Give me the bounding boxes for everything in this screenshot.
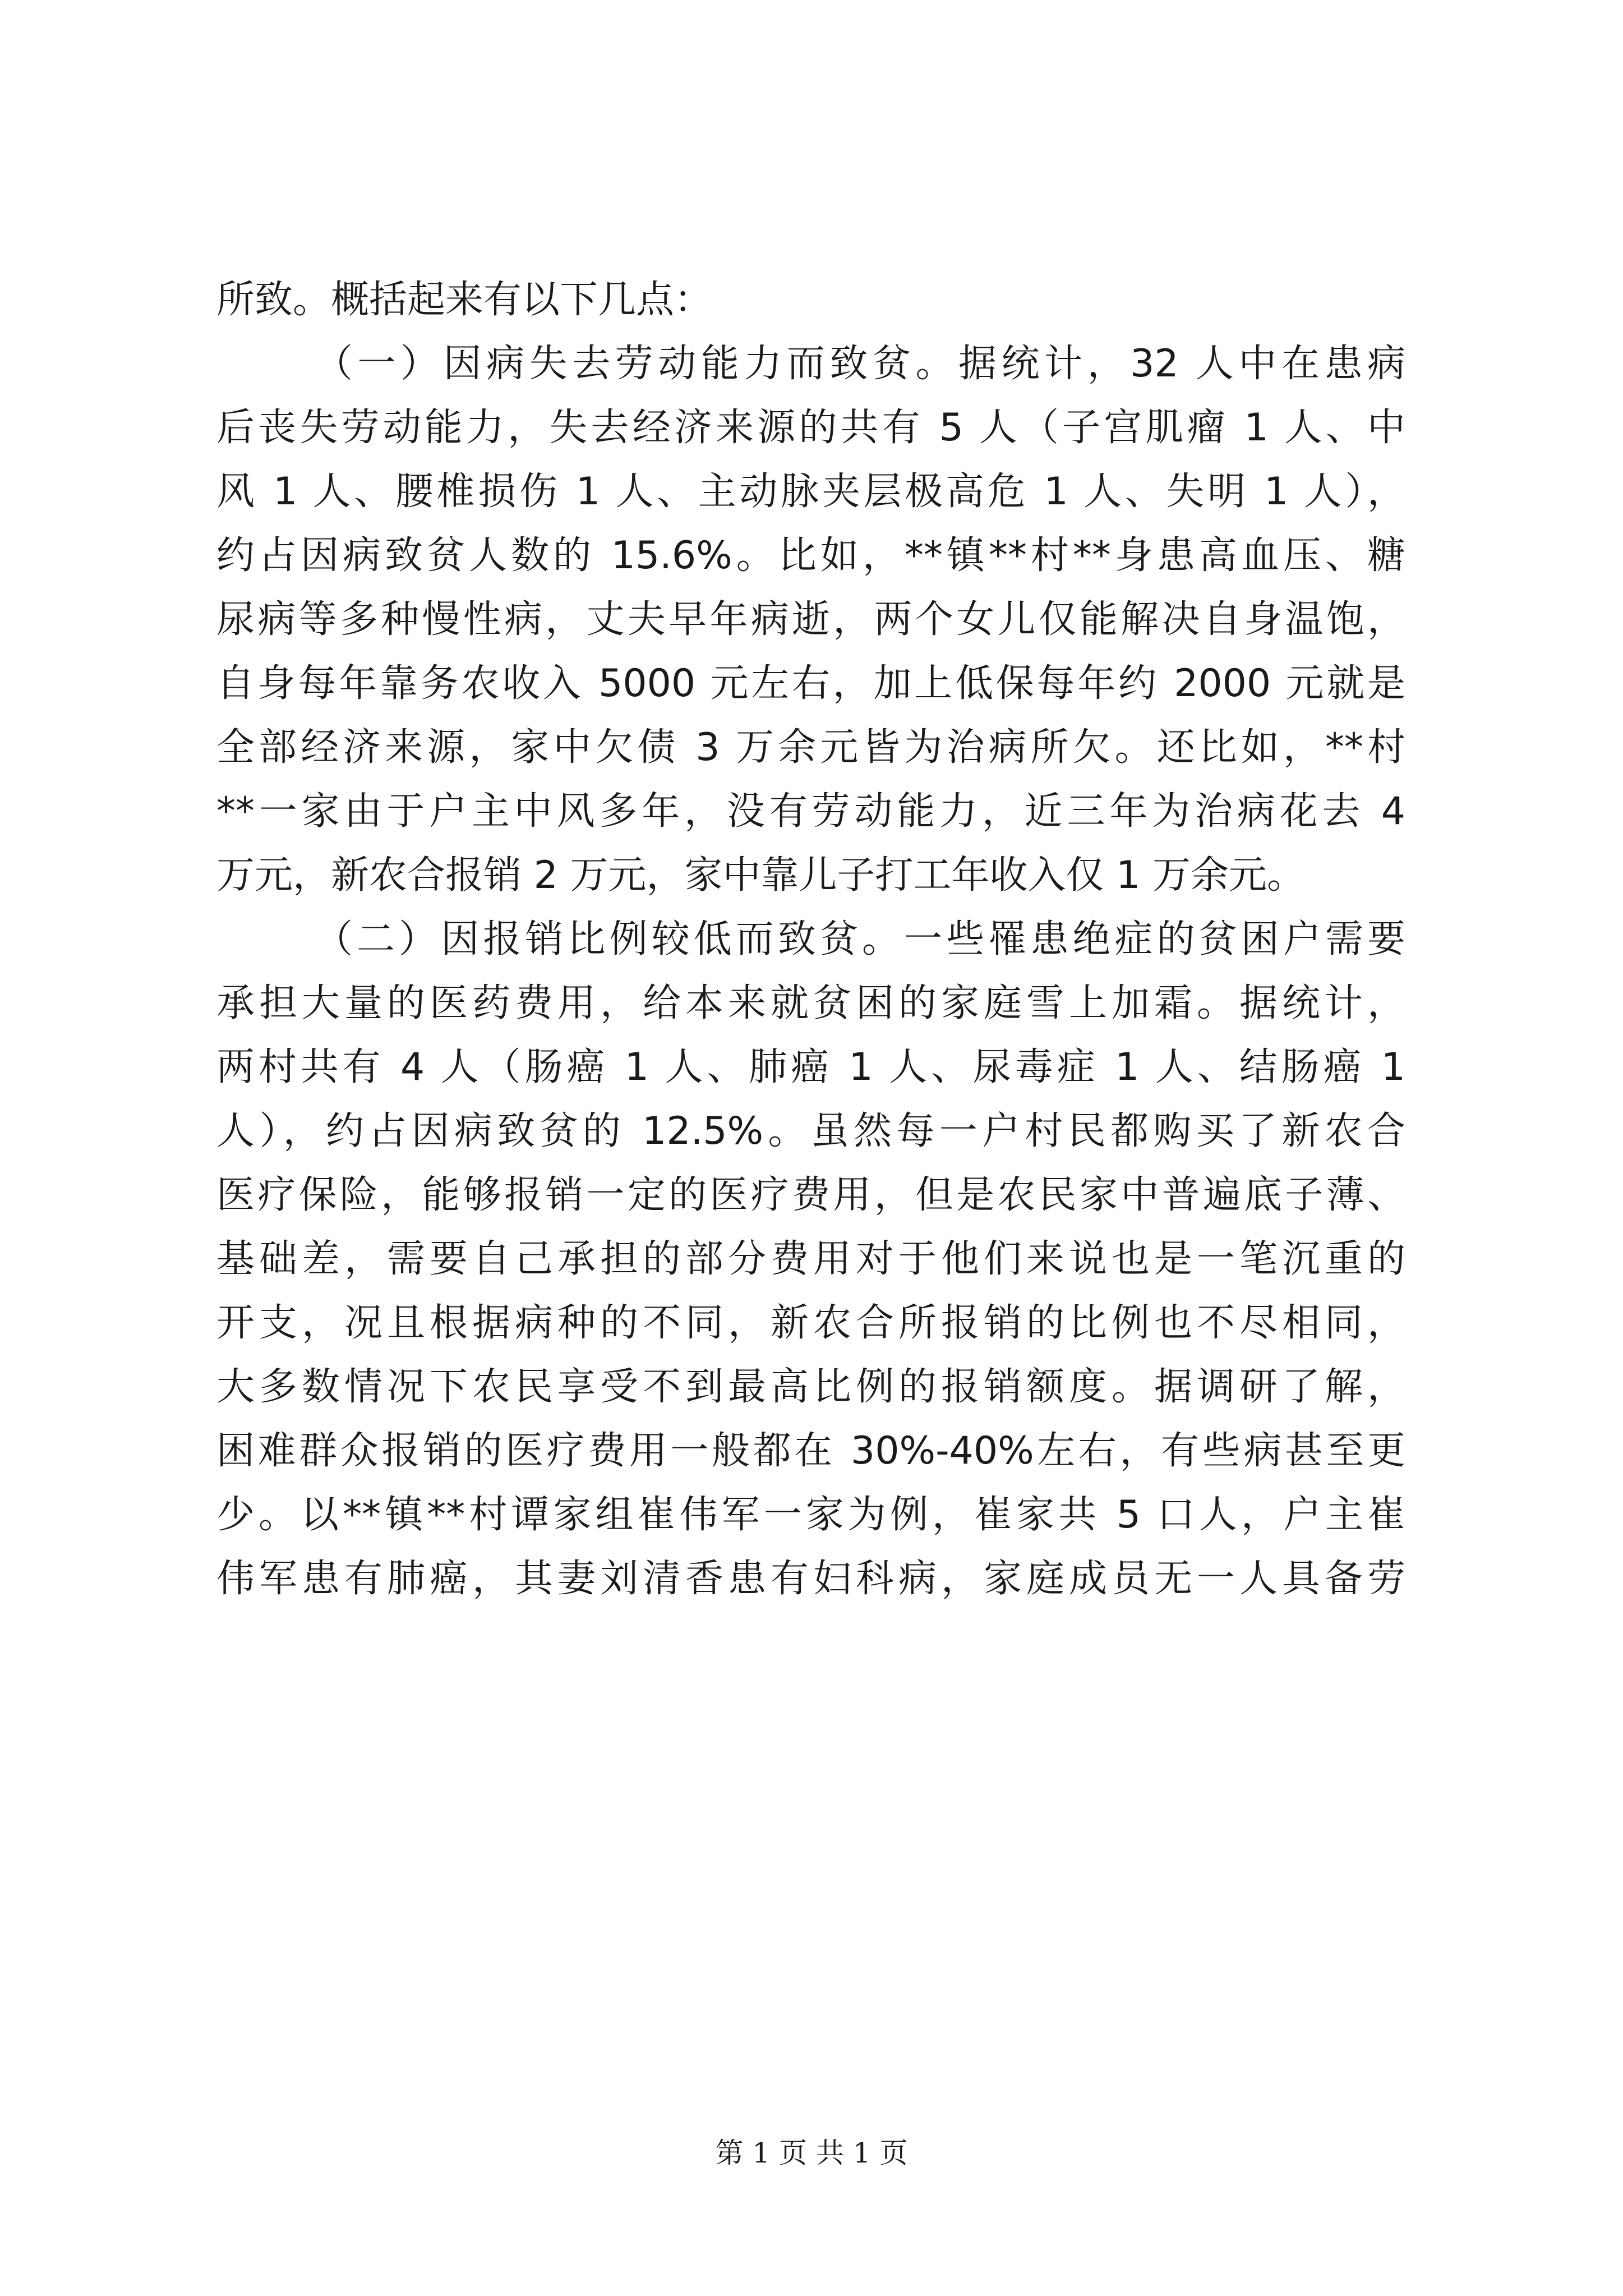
text-line: 后丧失劳动能力，失去经济来源的共有 5 人（子宫肌瘤 1 人、中 xyxy=(216,406,1405,450)
text-line: （二）因报销比例较低而致贫。一些罹患绝症的贫困户需要 xyxy=(315,917,1405,961)
text-line: 伟军患有肺癌，其妻刘清香患有妇科病，家庭成员无一人具备劳 xyxy=(216,1557,1405,1601)
text-line: 困难群众报销的医疗费用一般都在 30%-40%左右，有些病甚至更 xyxy=(216,1429,1405,1473)
text-line: 基础差，需要自己承担的部分费用对于他们来说也是一笔沉重的 xyxy=(216,1237,1405,1281)
text-line: 自身每年靠务农收入 5000 元左右，加上低保每年约 2000 元就是 xyxy=(216,661,1405,706)
text-line: 所致。概括起来有以下几点： xyxy=(216,278,713,322)
text-line: 尿病等多种慢性病，丈夫早年病逝，两个女儿仅能解决自身温饱， xyxy=(216,597,1405,642)
text-line: 约占因病致贫人数的 15.6%。比如，**镇**村**身患高血压、糖 xyxy=(216,533,1405,578)
text-line: 风 1 人、腰椎损伤 1 人、主动脉夹层极高危 1 人、失明 1 人）， xyxy=(216,470,1405,514)
text-line: 承担大量的医药费用，给本来就贫困的家庭雪上加霜。据统计， xyxy=(216,981,1405,1025)
document-body xyxy=(216,268,1405,1611)
text-line: 少。以**镇**村谭家组崔伟军一家为例，崔家共 5 口人，户主崔 xyxy=(216,1493,1405,1537)
text-line: 万元，新农合报销 2 万元，家中靠儿子打工年收入仅 1 万余元。 xyxy=(216,853,1305,898)
text-line: 医疗保险，能够报销一定的医疗费用，但是农民家中普遍底子薄、 xyxy=(216,1173,1405,1217)
text-line: **一家由于户主中风多年，没有劳动能力，近三年为治病花去 4 xyxy=(216,789,1405,834)
text-line: 大多数情况下农民享受不到最高比例的报销额度。据调研了解， xyxy=(216,1365,1405,1409)
text-line: 人），约占因病致贫的 12.5%。虽然每一户村民都购买了新农合 xyxy=(216,1109,1405,1153)
text-line: （一）因病失去劳动能力而致贫。据统计，32 人中在患病 xyxy=(315,342,1405,386)
page-number-footer: 第 1 页 共 1 页 xyxy=(715,2137,908,2169)
text-line: 开支，况且根据病种的不同，新农合所报销的比例也不尽相同， xyxy=(216,1301,1405,1345)
text-line: 两村共有 4 人（肠癌 1 人、肺癌 1 人、尿毒症 1 人、结肠癌 1 xyxy=(216,1045,1405,1089)
text-line: 全部经济来源，家中欠债 3 万余元皆为治病所欠。还比如，**村 xyxy=(216,725,1405,770)
